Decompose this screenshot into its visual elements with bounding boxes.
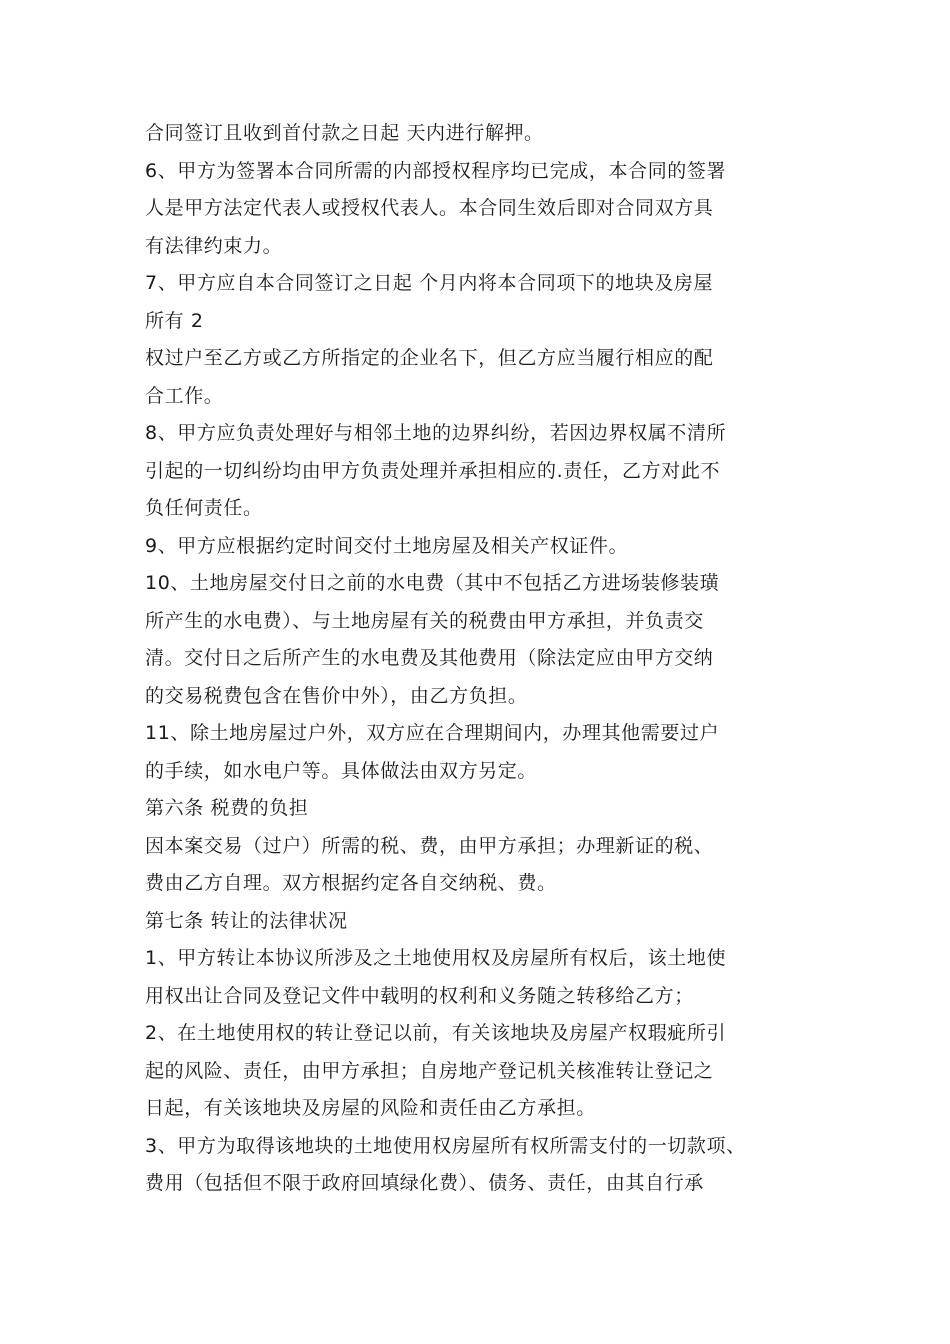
text-line: 费由乙方自理。双方根据约定各自交纳税、费。: [145, 872, 557, 894]
text-line: 7、甲方应自本合同签订之日起 个月内将本合同项下的地块及房屋: [145, 272, 714, 294]
text-line: 11、除土地房屋过户外，双方应在合理期间内，办理其他需要过户: [145, 722, 720, 744]
text-line: 人是甲方法定代表人或授权代表人。本合同生效后即对合同双方具: [145, 197, 714, 219]
text-line: 所产生的水电费）、与土地房屋有关的税费由甲方承担，并负责交: [145, 609, 704, 632]
text-line: 3、甲方为取得该地块的土地使用权房屋所有权所需支付的一切款项、: [145, 1134, 746, 1157]
text-line: 2、在土地使用权的转让登记以前，有关该地块及房屋产权瑕疵所引: [145, 1022, 727, 1044]
text-line: 费用（包括但不限于政府回填绿化费）、债务、责任，由其自行承: [145, 1172, 704, 1194]
section-heading: 第六条 税费的负担: [145, 797, 309, 819]
text-line: 合同签订且收到首付款之日起 天内进行解押。: [145, 122, 544, 144]
text-line: 合工作。: [145, 384, 224, 407]
text-line: 清。交付日之后所产生的水电费及其他费用（除法定应由甲方交纳: [145, 647, 714, 669]
text-line: 起的风险、责任，由甲方承担；自房地产登记机关核准转让登记之: [145, 1059, 714, 1082]
text-line: 引起的一切纠纷均由甲方负责处理并承担相应的.责任，乙方对此不: [145, 459, 721, 482]
text-line: 因本案交易（过户）所需的税、费，由甲方承担；办理新证的税、: [145, 834, 714, 857]
section-heading: 第七条 转让的法律状况: [145, 909, 348, 932]
text-line: 1、甲方转让本协议所涉及之土地使用权及房屋所有权后，该土地使: [145, 947, 727, 969]
text-line: 有法律约束力。: [145, 234, 283, 257]
document-body: [145, 115, 825, 1203]
text-line: 权过户至乙方或乙方所指定的企业名下，但乙方应当履行相应的配: [145, 347, 714, 369]
text-line: 9、甲方应根据约定时间交付土地房屋及相关产权证件。: [145, 534, 629, 557]
text-line: 的交易税费包含在售价中外），由乙方负担。: [145, 684, 528, 707]
text-line: 日起，有关该地块及房屋的风险和责任由乙方承担。: [145, 1097, 596, 1119]
text-line: 8、甲方应负责处理好与相邻土地的边界纠纷，若因边界权属不清所: [145, 422, 727, 444]
text-line: 10、土地房屋交付日之前的水电费（其中不包括乙方进场装修装璜: [145, 572, 720, 594]
text-line: 的手续，如水电户等。具体做法由双方另定。: [145, 759, 538, 782]
text-line: 6、甲方为签署本合同所需的内部授权程序均已完成，本合同的签署: [145, 159, 727, 182]
text-line: 负任何责任。: [145, 497, 263, 519]
text-line: 所有 2: [145, 309, 204, 332]
text-line: 用权出让合同及登记文件中载明的权利和义务随之转移给乙方；: [145, 984, 694, 1007]
